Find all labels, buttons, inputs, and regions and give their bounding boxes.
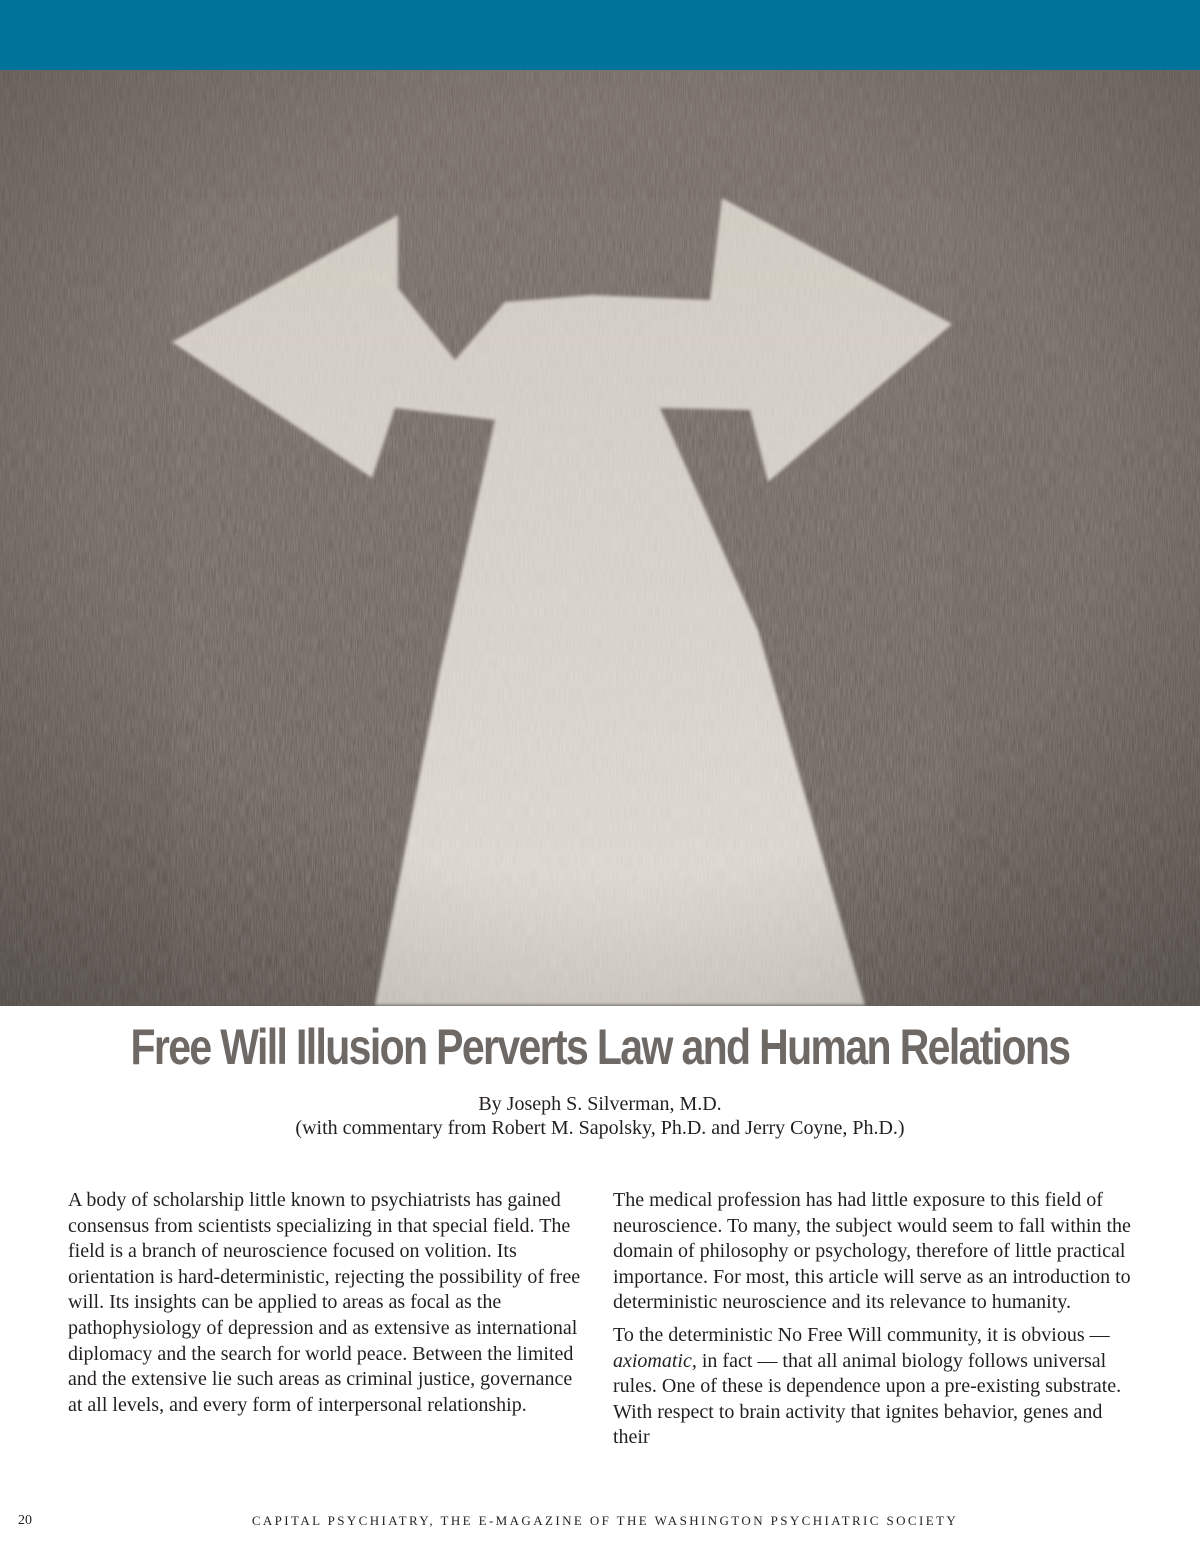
body-paragraph: A body of scholarship little known to psychiatrists has gained consensus from scientists specializing in that special field. The field is a branch of neuroscience focused on volition. Its orientation is hard-deterministic, rejecting the possibility of free will. Its insights can be applied to areas as focal as the pathophysiology of depression and as extensive as international diplomacy and the search for world peace. Between the limited and the extensive lie such areas as criminal justice, governance at all levels, and every form of interpersonal relationship. xyxy=(68,1189,581,1416)
body-column-left xyxy=(68,1188,586,1425)
body-text: in fact — that all animal biology follows universal rules. One of these is dependence upon a pre-existing substrate. With respect to brain activity that ignites behavior, genes and their xyxy=(613,1349,1122,1449)
top-color-band xyxy=(0,0,1200,70)
publication-footer: CAPITAL PSYCHIATRY, THE E-MAGAZINE OF THE WASHINGTON PSYCHIATRIC SOCIETY xyxy=(251,1513,959,1528)
road-arrow-image xyxy=(0,70,1200,1006)
body-paragraph xyxy=(613,1323,1133,1451)
emphasis-text: axiomatic, xyxy=(613,1349,697,1372)
byline-block xyxy=(0,1092,1200,1140)
body-paragraph: The medical profession has had little exposure to this field of neuroscience. To many, the subject would seem to fall within the domain of philosophy or psychology, therefore of little practical importance. For most, this article will serve as an introduction to deterministic neuroscience and its relevance to humanity. xyxy=(613,1189,1131,1314)
hero-image xyxy=(0,70,1200,1006)
article-title: Free Will Illusion Perverts Law and Human Relations xyxy=(130,1019,1070,1075)
author-byline: By Joseph S. Silverman, M.D. xyxy=(478,1093,722,1115)
body-text: To the deterministic No Free Will community, it is obvious — xyxy=(613,1323,1110,1346)
commentary-credit: (with commentary from Robert M. Sapolsky, Ph.D. and Jerry Coyne, Ph.D.) xyxy=(295,1117,905,1139)
page-number: 20 xyxy=(18,1513,32,1528)
body-column-right xyxy=(613,1188,1133,1458)
